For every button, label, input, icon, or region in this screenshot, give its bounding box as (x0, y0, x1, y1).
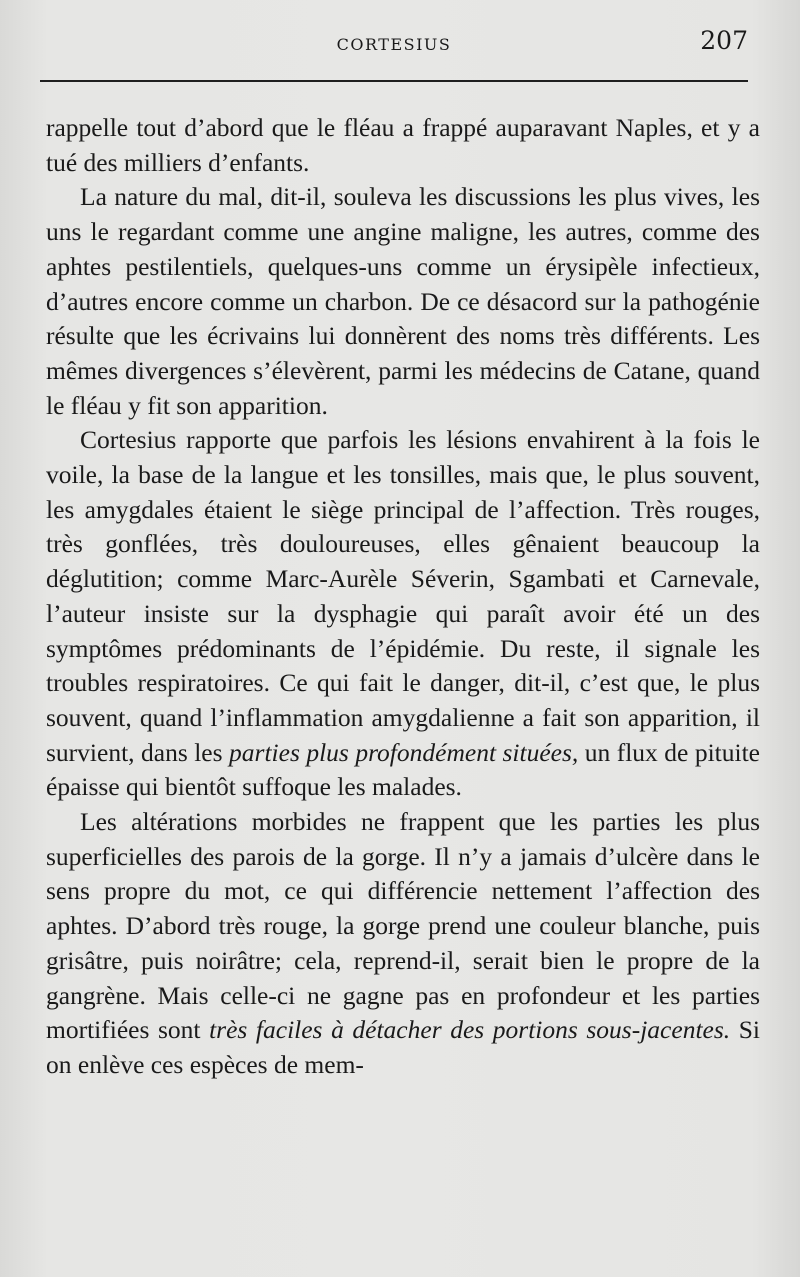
paragraph-4-italic: très faciles à détacher des portions sous-jacentes. (209, 1015, 731, 1045)
header-rule (40, 80, 748, 82)
paragraph-3-italic: parties plus profondément situées, (229, 737, 579, 767)
running-head: CORTESIUS (336, 35, 452, 54)
paragraph-1-text: rappelle tout d’abord que le fléau a frappé auparavant Naples, et y a tué des milliers d’enfants. (46, 113, 760, 177)
paragraph-4-text-after: Si on enlève ces espèces de mem- (46, 1015, 761, 1079)
page-header (40, 26, 748, 62)
paragraph-3-text-after: un flux de pituite épaisse qui bientôt suffoque les malades. (46, 737, 760, 802)
paragraph-2-text: La nature du mal, dit-il, souleva les discussions les plus vives, les uns le regardant comme une angine maligne, les autres, comme des aphtes pestilentiels, quelques-uns comme un érysipèle infectieux, d’autres encore comme un charbon. De ce désacord sur la pathogénie résulte que les écrivains lui donnèrent des noms très différents. Les mêmes divergences s’élevèrent, parmi les médecins de Catane, quand le fléau y fit son apparition. (46, 182, 760, 420)
paragraph-4-text-before: Les altérations morbides ne frappent que les parties les plus superficielles des parois de la gorge. Il n’y a jamais d’ulcère dans le sens propre du mot, ce qui différencie nettement l’affection des aphtes. D’abord très rouge, la gorge prend une couleur blanche, puis grisâtre, puis noirâtre; cela, reprend-il, serait bien le propre de la gangrène. Mais celle-ci ne gagne pas en profondeur et les parties mortifiées sont (46, 807, 760, 1045)
body-text (46, 111, 760, 1083)
paragraph-3 (46, 423, 760, 805)
paragraph-3-text-before: Cortesius rapporte que parfois les lésions envahirent à la fois le voile, la base de la langue et les tonsilles, mais que, le plus souvent, les amygdales étaient le siège principal de l’affection. Très rouges, très gonflées, très douloureuses, elles gênaient beaucoup la déglutition; comme Marc-Aurèle Séverin, Sgambati et Carnevale, l’auteur insiste sur la dysphagie qui paraît avoir été un des symptômes prédominants de l’épidémie. Du reste, il signale les troubles respiratoires. Ce qui fait le danger, dit-il, c’est que, le plus souvent, quand l’inflammation amygdalienne a fait son apparition, il survient, dans les (46, 425, 760, 767)
page-number: 207 (700, 26, 748, 55)
paragraph-1 (46, 111, 760, 180)
paragraph-4 (46, 805, 760, 1083)
paragraph-2 (46, 180, 760, 423)
